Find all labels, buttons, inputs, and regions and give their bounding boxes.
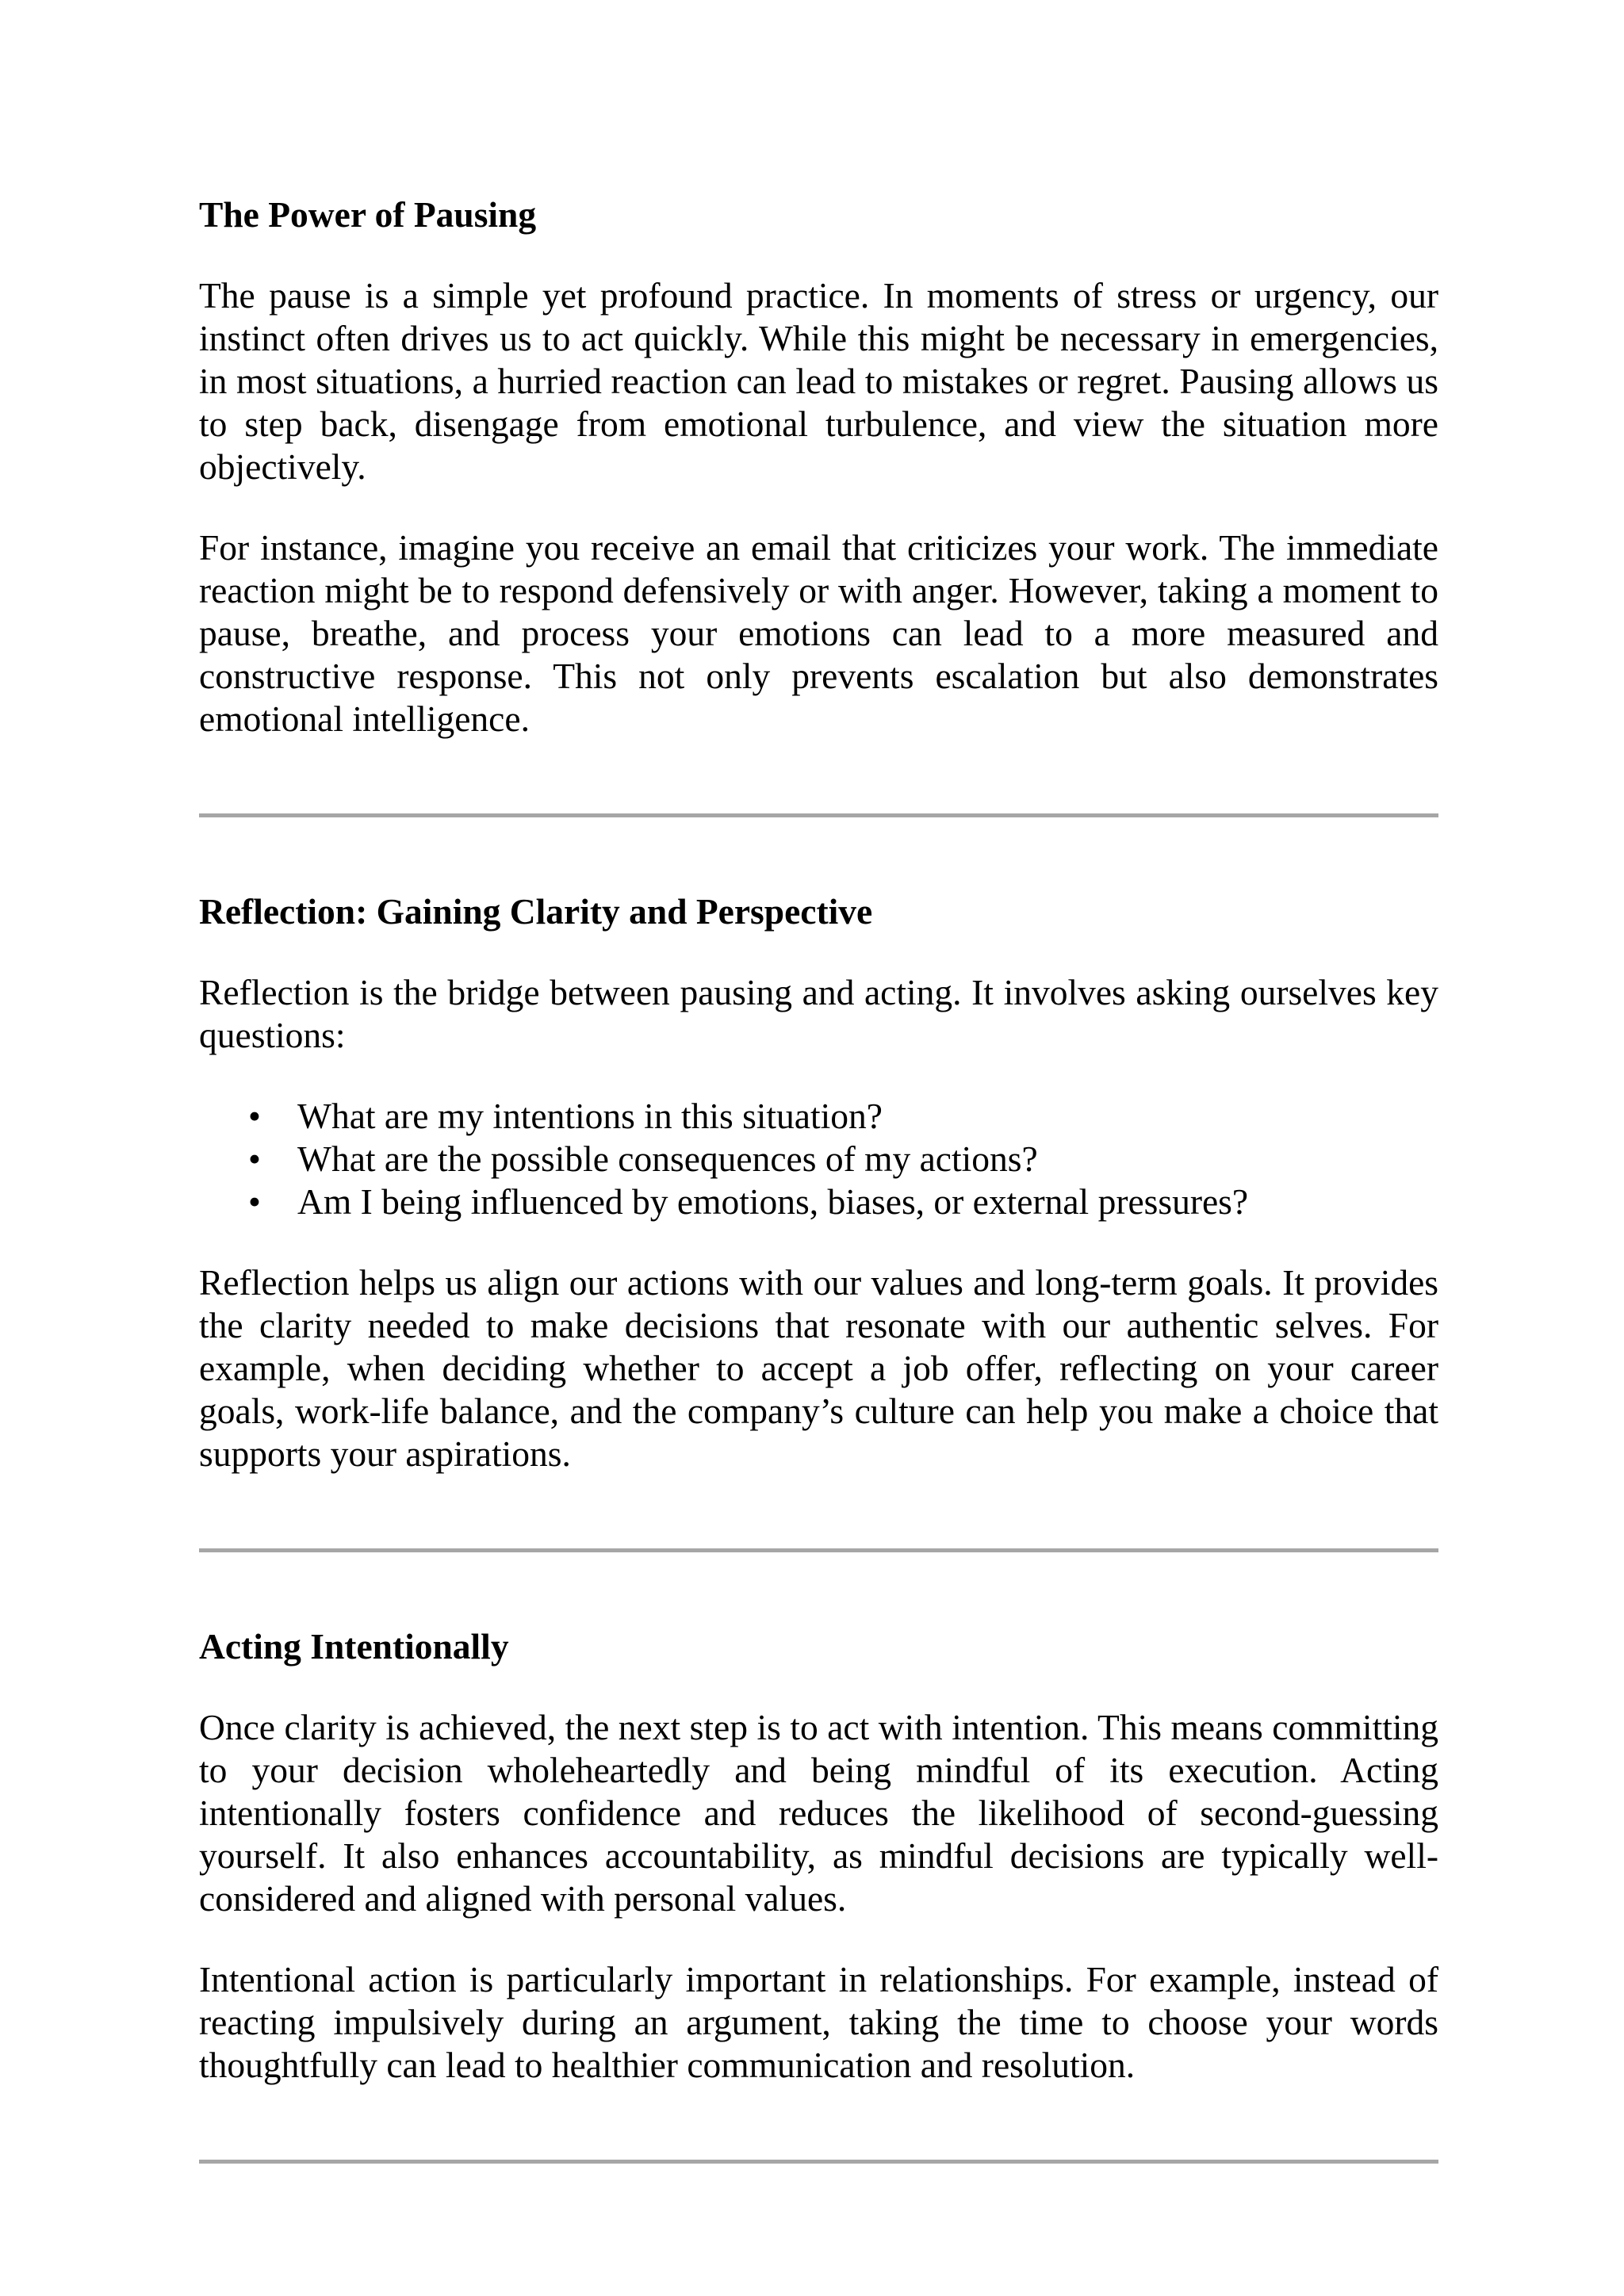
list-item	[199, 1138, 1438, 1181]
list-item	[199, 1095, 1438, 1138]
paragraph: Reflection helps us align our actions with our values and long-term goals. It provides the clarity needed to make decisions that resonate with our authentic selves. For example, when deciding whether to accept a job offer, reflecting on your career goals, work-life balance, and the company’s culture can help you make a choice that supports your aspirations.	[199, 1262, 1438, 1474]
bullet-list	[199, 1095, 1438, 1223]
section-divider	[199, 2160, 1438, 2164]
section-heading: The Power of Pausing	[199, 194, 537, 235]
list-item-text: What are my intentions in this situation?	[297, 1096, 883, 1136]
paragraph: The pause is a simple yet profound practice. In moments of stress or urgency, our instinct often drives us to act quickly. While this might be necessary in emergencies, in most situations, a hurried reaction can lead to mistakes or regret. Pausing allows us to step back, disengage from emotional turbulence, and view the situation more objectively.	[199, 275, 1438, 487]
section-acting-intentionally	[199, 1625, 1438, 2087]
list-item-text: What are the possible consequences of my actions?	[297, 1138, 1038, 1179]
section-divider	[199, 1548, 1438, 1552]
bullet-icon: •	[248, 1181, 261, 1222]
document-page	[199, 193, 1438, 2164]
list-item-text: Am I being influenced by emotions, biases, or external pressures?	[297, 1181, 1249, 1222]
paragraph: Intentional action is particularly important in relationships. For example, instead of reacting impulsively during an argument, taking the time to choose your words thoughtfully can lead to healthier communication and resolution.	[199, 1959, 1438, 2085]
paragraph: Once clarity is achieved, the next step is to act with intention. This means committing to your decision wholeheartedly and being mindful of its execution. Acting intentionally fosters confidence and reduces the likelihood of second-guessing yourself. It also enhances accountability, as mindful decisions are typically well-considered and aligned with personal values.	[199, 1707, 1438, 1919]
list-item	[199, 1181, 1438, 1223]
paragraph: For instance, imagine you receive an email that criticizes your work. The immediate reaction might be to respond defensively or with anger. However, taking a moment to pause, breathe, and process your emotions can lead to a more measured and constructive response. This not only prevents escalation but also demonstrates emotional intelligence.	[199, 527, 1438, 739]
section-reflection	[199, 890, 1438, 1475]
bullet-icon: •	[248, 1138, 261, 1179]
section-heading: Reflection: Gaining Clarity and Perspective	[199, 891, 873, 932]
paragraph: Reflection is the bridge between pausing and acting. It involves asking ourselves key questions:	[199, 972, 1438, 1055]
section-heading: Acting Intentionally	[199, 1626, 509, 1667]
section-power-of-pausing	[199, 193, 1438, 740]
section-divider	[199, 813, 1438, 817]
bullet-icon: •	[248, 1096, 261, 1136]
